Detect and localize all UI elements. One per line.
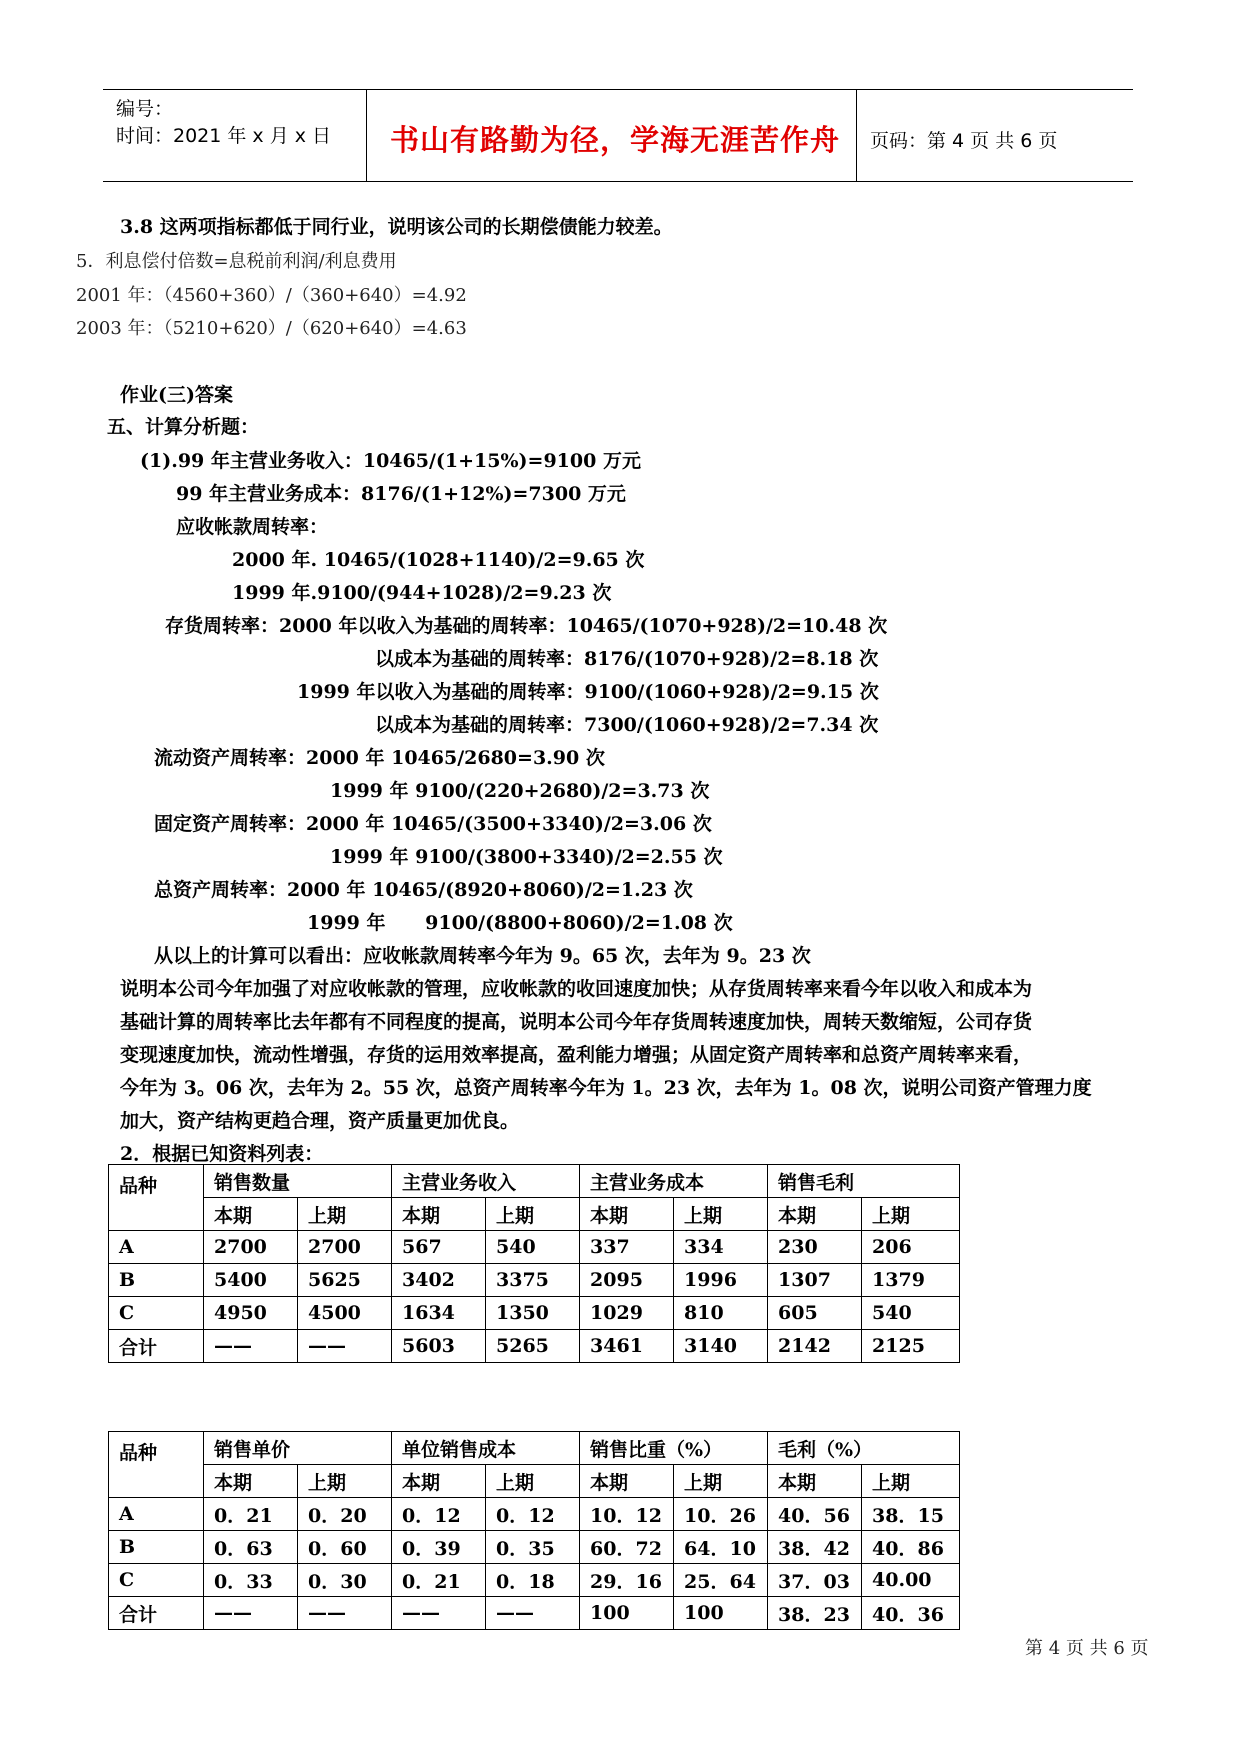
header-cell: 上期 — [298, 1198, 392, 1231]
table-cell: B — [109, 1264, 204, 1297]
table-cell: 5625 — [298, 1264, 392, 1297]
header-cell: 本期 — [768, 1198, 862, 1231]
table-header-row — [109, 1432, 960, 1465]
table-header-row — [109, 1165, 960, 1198]
table-cell: 29．16 — [580, 1564, 674, 1597]
text-line: 1999 年 9100/(220+2680)/2=3.73 次 — [330, 780, 710, 802]
table-cell: —— — [298, 1330, 392, 1363]
table-cell: 40．56 — [768, 1498, 862, 1531]
table-cell: —— — [392, 1597, 486, 1630]
header-cell: 本期 — [392, 1465, 486, 1498]
header-cell: 销售比重（%） — [580, 1432, 768, 1465]
table-cell: 1634 — [392, 1297, 486, 1330]
table-cell: 3402 — [392, 1264, 486, 1297]
text-line: 2000 年. 10465/(1028+1140)/2=9.65 次 — [232, 549, 645, 571]
table-cell: —— — [204, 1597, 298, 1630]
header-cell: 本期 — [768, 1465, 862, 1498]
text-line: 2001 年：（4560+360）/（360+640）=4.92 — [76, 285, 467, 306]
text-line: 存货周转率：2000 年以收入为基础的周转率：10465/(1070+928)/2=10.48 次 — [165, 615, 888, 637]
unit-price-table — [108, 1431, 960, 1630]
text-line: 固定资产周转率：2000 年 10465/(3500+3340)/2=3.06 次 — [154, 813, 712, 835]
table-cell: 334 — [674, 1231, 768, 1264]
header-cell: 上期 — [674, 1465, 768, 1498]
table-cell: 64．10 — [674, 1531, 768, 1564]
paragraph-line: 基础计算的周转率比去年都有不同程度的提高，说明本公司今年存货周转速度加快，周转天数缩短，公司存货 — [120, 1011, 1033, 1033]
table-total-row — [109, 1597, 960, 1630]
table-row — [109, 1531, 960, 1564]
text-line: 1999 年 9100/(8800+8060)/2=1.08 次 — [307, 912, 733, 934]
paragraph-line: 说明本公司今年加强了对应收帐款的管理，应收帐款的收回速度加快；从存货周转率来看今年以收入和成本为 — [120, 978, 1033, 1000]
table-cell: 10．12 — [580, 1498, 674, 1531]
header-divider-right — [856, 89, 857, 182]
table-row — [109, 1231, 960, 1264]
table-cell: 60．72 — [580, 1531, 674, 1564]
table-subheader-row — [109, 1465, 960, 1498]
header-bottom-rule — [103, 181, 1133, 182]
text-line: (1).99 年主营业务收入：10465/(1+15%)=9100 万元 — [140, 450, 641, 472]
table-row — [109, 1297, 960, 1330]
header-cell: 单位销售成本 — [392, 1432, 580, 1465]
table-cell: C — [109, 1297, 204, 1330]
table-row — [109, 1498, 960, 1531]
table-cell: 0．63 — [204, 1531, 298, 1564]
table-cell: 1379 — [862, 1264, 960, 1297]
header-top-rule — [103, 89, 1133, 90]
header-cell: 上期 — [862, 1465, 960, 1498]
text-line: 5．利息偿付倍数=息税前利润/利息费用 — [76, 251, 397, 272]
table-row — [109, 1564, 960, 1597]
header-time-label: 时间：2021 年 x 月 x 日 — [116, 125, 332, 147]
table-cell: 100 — [580, 1597, 674, 1630]
section-title: 五、计算分析题： — [107, 416, 260, 438]
table-cell: 0．39 — [392, 1531, 486, 1564]
header-cell: 主营业务成本 — [580, 1165, 768, 1198]
header-cell: 品种 — [109, 1165, 204, 1231]
table-cell: 540 — [862, 1297, 960, 1330]
table-cell: 25．64 — [674, 1564, 768, 1597]
table-cell: 2125 — [862, 1330, 960, 1363]
table-cell: 0．33 — [204, 1564, 298, 1597]
table-cell: 2095 — [580, 1264, 674, 1297]
text-line: 99 年主营业务成本：8176/(1+12%)=7300 万元 — [176, 483, 626, 505]
header-cell: 上期 — [486, 1198, 580, 1231]
table-cell: 40．86 — [862, 1531, 960, 1564]
table-cell: 337 — [580, 1231, 674, 1264]
header-cell: 销售单价 — [204, 1432, 392, 1465]
table-cell: 4950 — [204, 1297, 298, 1330]
page-footer: 第 4 页 共 6 页 — [1025, 1638, 1149, 1659]
table-cell: 605 — [768, 1297, 862, 1330]
table-cell: 0．12 — [392, 1498, 486, 1531]
table-cell: 2142 — [768, 1330, 862, 1363]
text-line: 从以上的计算可以看出：应收帐款周转率今年为 9。65 次，去年为 9。23 次 — [154, 945, 811, 967]
table-cell: 37．03 — [768, 1564, 862, 1597]
sales-data-table — [108, 1164, 960, 1363]
table-row — [109, 1264, 960, 1297]
table-cell: A — [109, 1231, 204, 1264]
text-line: 应收帐款周转率： — [176, 516, 329, 538]
header-cell: 销售毛利 — [768, 1165, 960, 1198]
table-cell: —— — [204, 1330, 298, 1363]
table-subheader-row — [109, 1198, 960, 1231]
text-line: 以成本为基础的周转率：7300/(1060+928)/2=7.34 次 — [375, 714, 879, 736]
table-cell: 230 — [768, 1231, 862, 1264]
text-line: 总资产周转率：2000 年 10465/(8920+8060)/2=1.23 次 — [154, 879, 693, 901]
table-cell: 5265 — [486, 1330, 580, 1363]
table-cell: 0．18 — [486, 1564, 580, 1597]
header-cell: 销售数量 — [204, 1165, 392, 1198]
header-cell: 上期 — [674, 1198, 768, 1231]
text-line: 1999 年以收入为基础的周转率：9100/(1060+928)/2=9.15 次 — [297, 681, 879, 703]
table-cell: 810 — [674, 1297, 768, 1330]
header-number-label: 编号： — [116, 98, 174, 120]
table-cell: 0．60 — [298, 1531, 392, 1564]
table-cell: 38．23 — [768, 1597, 862, 1630]
table-cell: 40．36 — [862, 1597, 960, 1630]
text-line: 2003 年：（5210+620）/（620+640）=4.63 — [76, 318, 467, 339]
table-cell: 5603 — [392, 1330, 486, 1363]
table-total-row — [109, 1330, 960, 1363]
table-cell: 3461 — [580, 1330, 674, 1363]
table-cell: A — [109, 1498, 204, 1531]
header-cell: 上期 — [298, 1465, 392, 1498]
text-line: 流动资产周转率：2000 年 10465/2680=3.90 次 — [154, 747, 605, 769]
table-cell: 3375 — [486, 1264, 580, 1297]
header-motto: 书山有路勤为径，学海无涯苦作舟 — [390, 123, 841, 157]
table-cell: 100 — [674, 1597, 768, 1630]
table-cell: C — [109, 1564, 204, 1597]
table-cell: 40.00 — [862, 1564, 960, 1597]
paragraph-line: 加大，资产结构更趋合理，资产质量更加优良。 — [120, 1110, 520, 1132]
table-cell: 0．21 — [392, 1564, 486, 1597]
header-cell: 本期 — [392, 1198, 486, 1231]
table-cell: 1029 — [580, 1297, 674, 1330]
table-cell: 206 — [862, 1231, 960, 1264]
table-cell: —— — [298, 1597, 392, 1630]
header-cell: 本期 — [204, 1465, 298, 1498]
table-cell: 0．21 — [204, 1498, 298, 1531]
table-cell: 567 — [392, 1231, 486, 1264]
header-divider-left — [366, 89, 367, 182]
table-cell: 38．42 — [768, 1531, 862, 1564]
header-page-label: 页码：第 4 页 共 6 页 — [870, 130, 1058, 152]
table-cell: 0．30 — [298, 1564, 392, 1597]
header-cell: 品种 — [109, 1432, 204, 1498]
header-cell: 上期 — [486, 1465, 580, 1498]
section-title: 作业(三)答案 — [120, 384, 233, 406]
table-cell: 3140 — [674, 1330, 768, 1363]
text-line: 1999 年.9100/(944+1028)/2=9.23 次 — [232, 582, 612, 604]
paragraph-line: 变现速度加快，流动性增强，存货的运用效率提高，盈利能力增强；从固定资产周转率和总资产周转率来看， — [120, 1044, 1033, 1066]
header-cell: 毛利（%） — [768, 1432, 960, 1465]
table-cell: 38．15 — [862, 1498, 960, 1531]
text-line: 1999 年 9100/(3800+3340)/2=2.55 次 — [330, 846, 723, 868]
table-cell: 540 — [486, 1231, 580, 1264]
text-line: 2．根据已知资料列表： — [120, 1143, 324, 1165]
header-cell: 上期 — [862, 1198, 960, 1231]
header-cell: 本期 — [580, 1465, 674, 1498]
header-cell: 本期 — [580, 1198, 674, 1231]
table-cell: 1350 — [486, 1297, 580, 1330]
table-cell: 0．20 — [298, 1498, 392, 1531]
table-cell: 合计 — [109, 1597, 204, 1630]
text-line: 3.8 这两项指标都低于同行业，说明该公司的长期偿债能力较差。 — [120, 216, 673, 238]
table-cell: —— — [486, 1597, 580, 1630]
text-line: 以成本为基础的周转率：8176/(1070+928)/2=8.18 次 — [375, 648, 879, 670]
table-cell: 10．26 — [674, 1498, 768, 1531]
table-cell: B — [109, 1531, 204, 1564]
table-cell: 1996 — [674, 1264, 768, 1297]
table-cell: 2700 — [298, 1231, 392, 1264]
header-cell: 本期 — [204, 1198, 298, 1231]
table-cell: 合计 — [109, 1330, 204, 1363]
paragraph-line: 今年为 3。06 次，去年为 2。55 次，总资产周转率今年为 1。23 次，去年为 1。08 次，说明公司资产管理力度 — [120, 1077, 1092, 1099]
table-cell: 4500 — [298, 1297, 392, 1330]
table-cell: 5400 — [204, 1264, 298, 1297]
table-cell: 0．35 — [486, 1531, 580, 1564]
table-cell: 0．12 — [486, 1498, 580, 1531]
table-cell: 1307 — [768, 1264, 862, 1297]
table-cell: 2700 — [204, 1231, 298, 1264]
header-cell: 主营业务收入 — [392, 1165, 580, 1198]
